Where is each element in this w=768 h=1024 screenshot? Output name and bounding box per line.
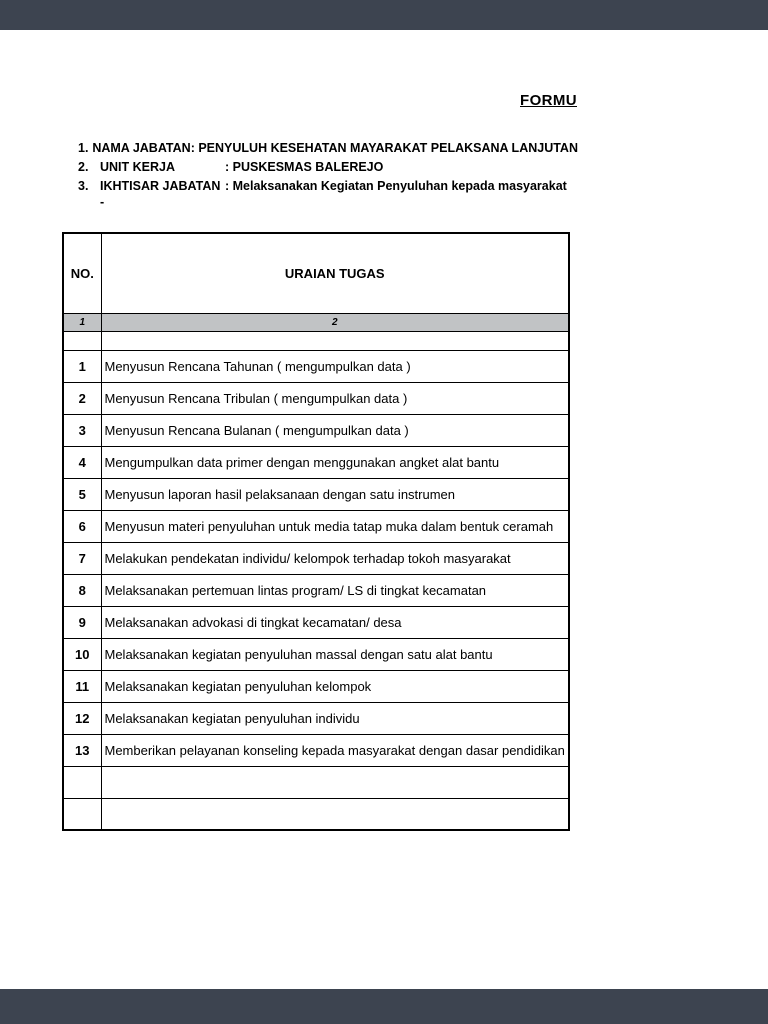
table-row	[63, 542, 569, 574]
row-number-cell: 9	[63, 606, 101, 638]
row-task-cell: Menyusun Rencana Tribulan ( mengumpulkan data )	[101, 382, 569, 414]
row-number-cell: 12	[63, 702, 101, 734]
row-number-cell: 6	[63, 510, 101, 542]
row-number-cell: 4	[63, 446, 101, 478]
row-task-cell: Melaksanakan kegiatan penyuluhan kelompok	[101, 670, 569, 702]
row-number-cell: 13	[63, 734, 101, 766]
row-number-cell: 2	[63, 382, 101, 414]
row-number-cell	[63, 798, 101, 830]
column-header-uraian-tugas: URAIAN TUGAS	[101, 233, 569, 313]
field-value: : PENYULUH KESEHATAN MAYARAKAT PELAKSANA LANJUTAN	[190, 140, 578, 155]
field-value: : Melaksanakan Kegiatan Penyuluhan kepada masyarakat	[225, 178, 567, 193]
row-number-cell	[63, 766, 101, 798]
row-number-cell: 5	[63, 478, 101, 510]
table-body	[63, 350, 569, 830]
row-task-cell: Melaksanakan advokasi di tingkat kecamatan/ desa	[101, 606, 569, 638]
field-number: 2.	[78, 159, 89, 174]
table-row	[63, 702, 569, 734]
table-row	[63, 734, 569, 766]
viewer-top-bar	[0, 0, 768, 30]
row-task-cell	[101, 798, 569, 830]
column-index-2: 2	[101, 313, 569, 331]
spacer-cell	[63, 331, 101, 350]
table-row	[63, 510, 569, 542]
row-task-cell: Menyusun Rencana Bulanan ( mengumpulkan data )	[101, 414, 569, 446]
dash-mark: -	[100, 195, 105, 209]
table-row	[63, 414, 569, 446]
table-row	[63, 798, 569, 830]
uraian-tugas-table	[62, 232, 570, 831]
row-task-cell: Memberikan pelayanan konseling kepada masyarakat dengan dasar pendidikan	[101, 734, 569, 766]
row-number-cell: 1	[63, 350, 101, 382]
spacer-cell	[101, 331, 569, 350]
document-title: FORMU	[520, 92, 577, 109]
column-header-no: NO.	[63, 233, 101, 313]
row-task-cell: Melaksanakan pertemuan lintas program/ LS di tingkat kecamatan	[101, 574, 569, 606]
row-task-cell: Menyusun laporan hasil pelaksanaan dengan satu instrumen	[101, 478, 569, 510]
field-row-unit-kerja	[78, 157, 578, 176]
viewer-bottom-bar	[0, 989, 768, 1024]
row-task-cell: Melaksanakan kegiatan penyuluhan individu	[101, 702, 569, 734]
table-row	[63, 446, 569, 478]
field-row-ikhtisar-jabatan	[78, 176, 578, 195]
spacer-row	[63, 331, 569, 350]
row-task-cell: Menyusun materi penyuluhan untuk media tatap muka dalam bentuk ceramah	[101, 510, 569, 542]
row-task-cell: Mengumpulkan data primer dengan menggunakan angket alat bantu	[101, 446, 569, 478]
table-row	[63, 382, 569, 414]
field-value: : PUSKESMAS BALEREJO	[225, 159, 384, 174]
field-number: 3.	[78, 178, 89, 193]
row-number-cell: 8	[63, 574, 101, 606]
table-header-row	[63, 233, 569, 313]
table-row	[63, 670, 569, 702]
row-task-cell: Melakukan pendekatan individu/ kelompok terhadap tokoh masyarakat	[101, 542, 569, 574]
row-number-cell: 10	[63, 638, 101, 670]
table-row	[63, 766, 569, 798]
row-number-cell: 3	[63, 414, 101, 446]
field-label: IKHTISAR JABATAN	[100, 178, 221, 193]
row-task-cell	[101, 766, 569, 798]
column-index-row	[63, 313, 569, 331]
table-row	[63, 350, 569, 382]
row-number-cell: 11	[63, 670, 101, 702]
table-row	[63, 606, 569, 638]
field-label: UNIT KERJA	[100, 159, 176, 174]
row-task-cell: Menyusun Rencana Tahunan ( mengumpulkan data )	[101, 350, 569, 382]
field-row-nama-jabatan	[78, 138, 578, 157]
table-row	[63, 574, 569, 606]
field-label: NAMA JABATAN	[92, 140, 191, 155]
header-fields	[78, 138, 578, 211]
table-row	[63, 478, 569, 510]
table-row	[63, 638, 569, 670]
field-number: 1.	[78, 140, 89, 155]
row-number-cell: 7	[63, 542, 101, 574]
row-task-cell: Melaksanakan kegiatan penyuluhan massal dengan satu alat bantu	[101, 638, 569, 670]
column-index-1: 1	[63, 313, 101, 331]
